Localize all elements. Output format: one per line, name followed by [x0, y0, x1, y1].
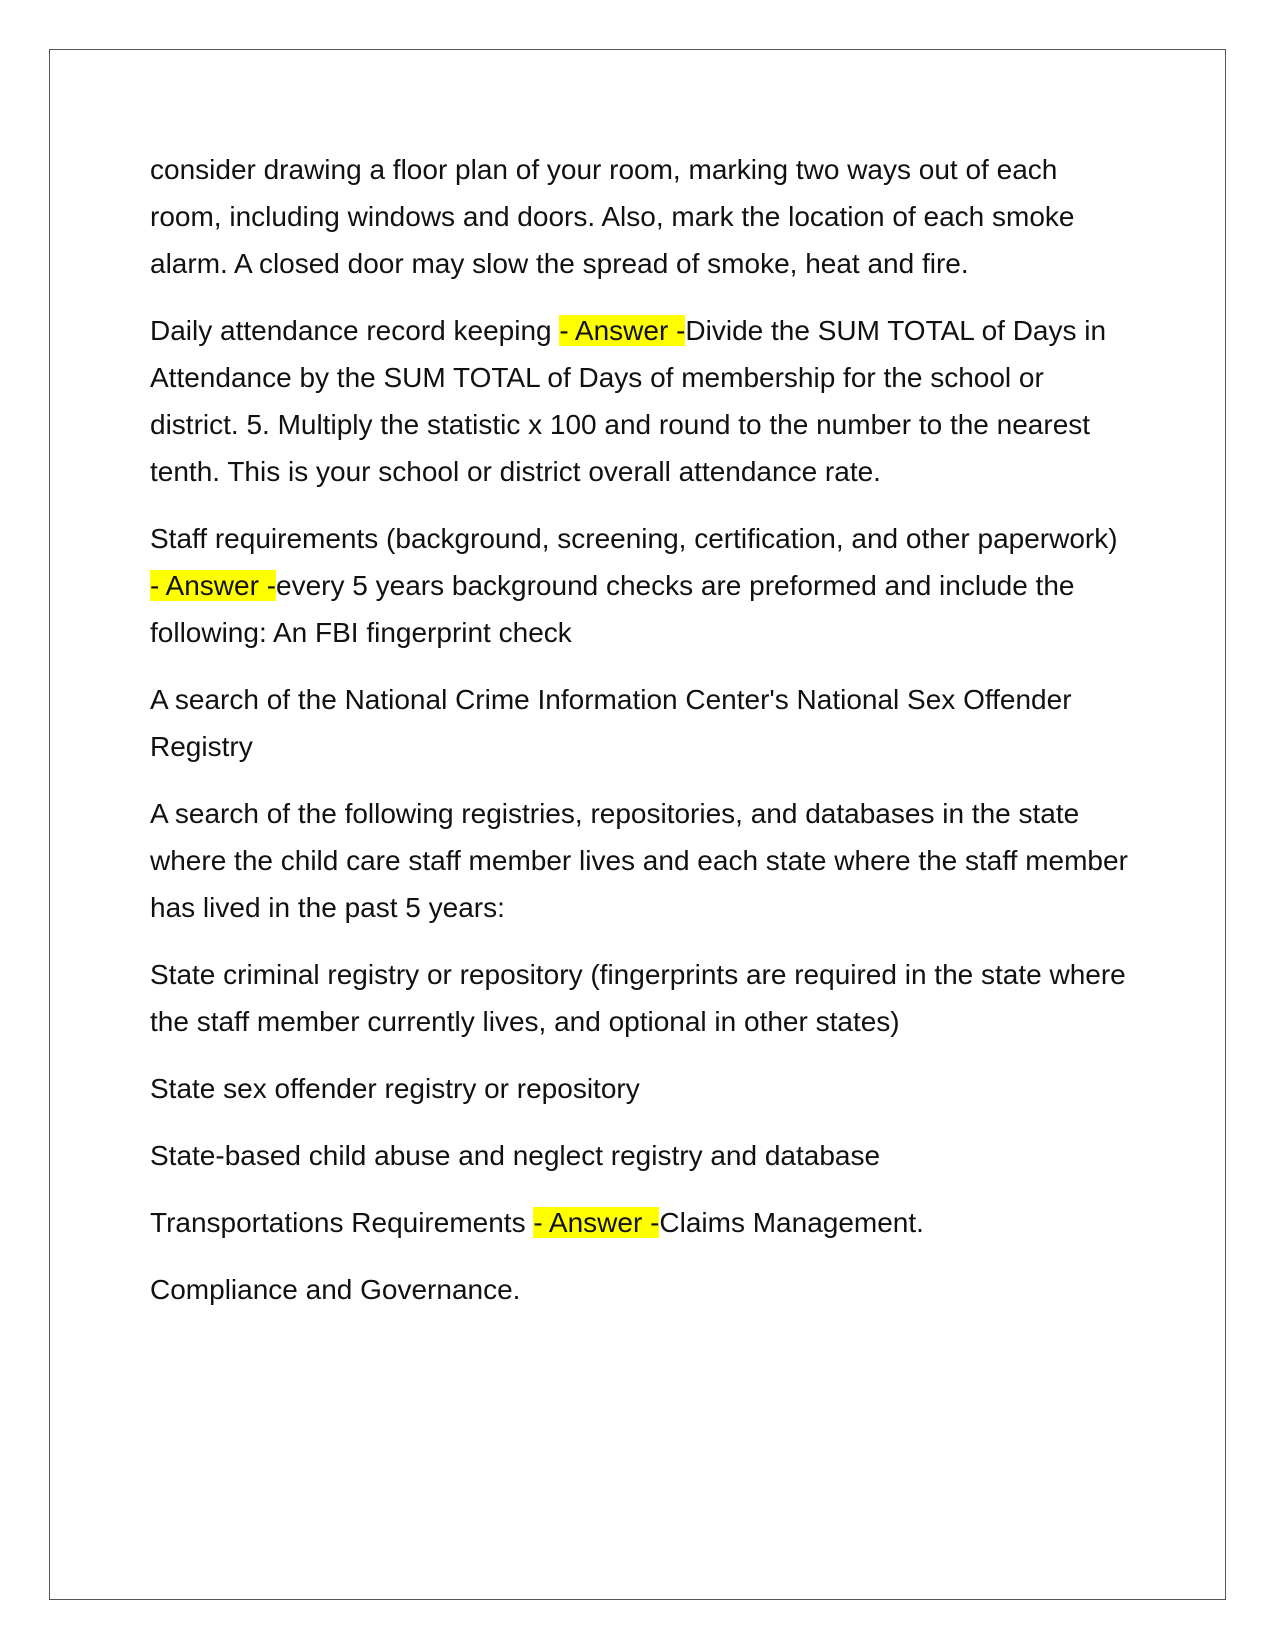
question-text: Daily attendance record keeping [150, 315, 560, 346]
qa-transportation [150, 1199, 1130, 1246]
paragraph-text: Compliance and Governance. [150, 1274, 521, 1305]
paragraph-text: A search of the following registries, repositories, and databases in the state where the child care staff member lives and each state where the staff member has lived in the past 5 years: [150, 798, 1128, 923]
paragraph-ncic-search [150, 676, 1130, 770]
paragraph-floor-plan [150, 146, 1130, 287]
paragraph-state-sex-offender [150, 1065, 1130, 1112]
answer-marker: - Answer - [559, 315, 686, 346]
document-body [150, 146, 1130, 1333]
answer-text: Claims Management. [659, 1207, 924, 1238]
paragraph-registries-search [150, 790, 1130, 931]
paragraph-text: consider drawing a floor plan of your room, marking two ways out of each room, including windows and doors. Also, mark the location of each smoke alarm. A closed door may slow the spread of smoke, heat and fire. [150, 154, 1075, 279]
answer-text: every 5 years background checks are preformed and include the following: An FBI fingerprint check [150, 570, 1075, 648]
qa-attendance [150, 307, 1130, 495]
answer-marker: - Answer - [150, 570, 277, 601]
paragraph-compliance [150, 1266, 1130, 1313]
qa-staff-requirements [150, 515, 1130, 656]
paragraph-text: State-based child abuse and neglect registry and database [150, 1140, 881, 1171]
answer-text: Divide the SUM TOTAL of Days in Attendance by the SUM TOTAL of Days of membership for the school or district. 5. Multiply the statistic x 100 and round to the number to the nearest tenth. This is your school or district overall attendance rate. [150, 315, 1107, 487]
question-text: Staff requirements (background, screening, certification, and other paperwork) [150, 523, 1118, 554]
paragraph-child-abuse-registry [150, 1132, 1130, 1179]
paragraph-text: A search of the National Crime Information Center's National Sex Offender Registry [150, 684, 1072, 762]
paragraph-state-criminal [150, 951, 1130, 1045]
answer-marker: - Answer - [533, 1207, 660, 1238]
question-text: Transportations Requirements [150, 1207, 534, 1238]
paragraph-text: State sex offender registry or repository [150, 1073, 640, 1104]
paragraph-text: State criminal registry or repository (fingerprints are required in the state where the staff member currently lives, and optional in other states) [150, 959, 1126, 1037]
